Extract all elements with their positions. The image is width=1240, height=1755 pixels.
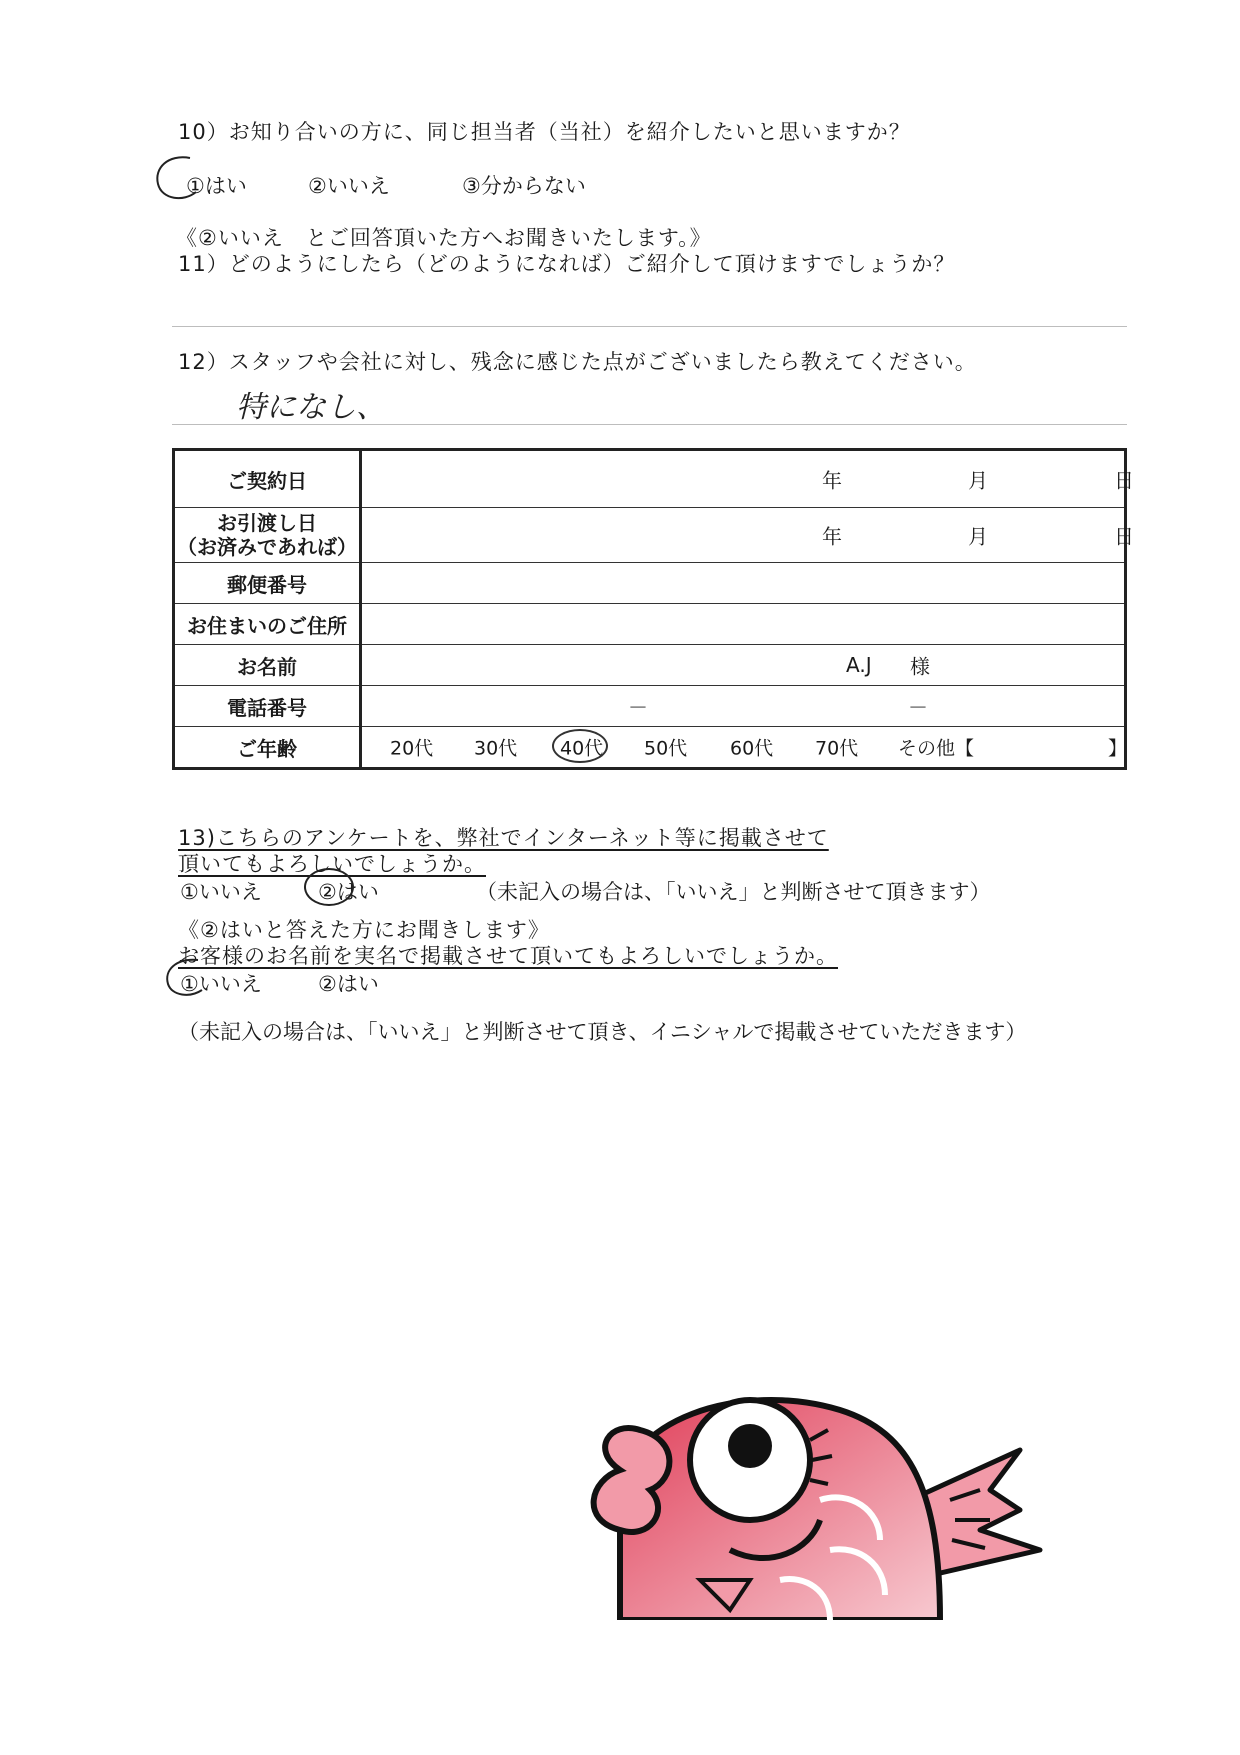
q12-answer-line xyxy=(172,424,1127,425)
honorific-label: 様 xyxy=(910,654,930,679)
day-label: 日 xyxy=(1114,468,1134,493)
q12-handwritten-answer[interactable]: 特になし、 xyxy=(236,390,386,425)
q13-followup-question: お客様のお名前を実名で掲載させて頂いてもよろしいでしょうか。 xyxy=(178,944,838,968)
q13-note: （未記入の場合は、「いいえ」と判断させて頂きます） xyxy=(476,880,991,904)
address-field[interactable] xyxy=(361,604,1126,645)
fish-mascot-illustration xyxy=(580,1380,1060,1620)
q11-answer-line xyxy=(172,326,1127,327)
age-option-50s[interactable]: 50代 xyxy=(644,737,688,760)
q13-followup-heading: 《②はいと答えた方にお聞きします》 xyxy=(178,918,550,942)
q13-followup-option-no[interactable]: ①いいえ xyxy=(180,972,262,996)
name-label: お名前 xyxy=(174,645,361,686)
age-field[interactable] xyxy=(361,727,1126,769)
day-label: 日 xyxy=(1114,524,1134,549)
name-field[interactable] xyxy=(361,645,1126,686)
age-option-30s[interactable]: 30代 xyxy=(474,737,518,760)
age-label: ご年齢 xyxy=(174,727,361,769)
month-label: 月 xyxy=(968,468,988,493)
q12-question: 12）スタッフや会社に対し、残念に感じた点がございましたら教えてください。 xyxy=(178,350,977,374)
q10-option-no[interactable]: ②いいえ xyxy=(308,174,390,198)
handover-label-line1: お引渡し日 xyxy=(217,511,317,535)
handover-date-label xyxy=(174,508,361,563)
phone-dash-1: － xyxy=(628,695,648,720)
q10-circle-mark xyxy=(150,152,212,206)
q13-followup-note: （未記入の場合は、「いいえ」と判断させて頂き、イニシャルで掲載させていただきます） xyxy=(178,1020,1027,1044)
q13-question-line2: 頂いてもよろしいでしょうか。 xyxy=(178,852,486,876)
q13-option-no[interactable]: ①いいえ xyxy=(180,880,262,904)
q10-option-yes[interactable]: ①はい xyxy=(186,174,247,198)
q11-question: 11）どのようにしたら（どのようになれば）ご紹介して頂けますでしょうか？ xyxy=(178,252,956,276)
address-label: お住まいのご住所 xyxy=(174,604,361,645)
age-option-40s[interactable]: 40代 xyxy=(560,737,604,760)
year-label: 年 xyxy=(822,468,842,493)
age-40s-circle-mark xyxy=(552,729,608,763)
q13-followup-circle-mark xyxy=(160,956,220,1000)
month-label: 月 xyxy=(968,524,988,549)
q13-question-line1: 13)こちらのアンケートを、弊社でインターネット等に掲載させて xyxy=(178,826,829,850)
contract-date-field[interactable] xyxy=(361,450,1134,508)
phone-field[interactable] xyxy=(361,686,1126,727)
q11-note: 《②いいえ とご回答頂いた方へお聞きいたします。》 xyxy=(176,226,712,250)
contract-date-label: ご契約日 xyxy=(174,450,361,508)
handover-date-field[interactable] xyxy=(361,508,1134,563)
year-label: 年 xyxy=(822,524,842,549)
age-option-other[interactable]: その他【 xyxy=(898,737,975,760)
customer-info-table xyxy=(172,448,1134,770)
age-option-70s[interactable]: 70代 xyxy=(815,737,859,760)
q10-option-unknown[interactable]: ③分からない xyxy=(462,174,586,198)
q10-question: 10）お知り合いの方に、同じ担当者（当社）を紹介したいと思いますか？ xyxy=(178,120,911,144)
name-value: A.J xyxy=(846,653,872,677)
phone-label: 電話番号 xyxy=(174,686,361,727)
phone-dash-2: － xyxy=(908,695,928,720)
q13-option-yes[interactable]: ②はい xyxy=(318,880,379,904)
age-option-60s[interactable]: 60代 xyxy=(730,737,774,760)
q13-yes-circle-mark xyxy=(304,868,354,906)
age-other-close-bracket: 】 xyxy=(1108,737,1128,760)
age-option-20s[interactable]: 20代 xyxy=(390,737,434,760)
postal-code-label: 郵便番号 xyxy=(174,563,361,604)
q13-followup-option-yes[interactable]: ②はい xyxy=(318,972,379,996)
postal-code-field[interactable] xyxy=(361,563,1126,604)
handover-label-line2: （お済みであれば） xyxy=(177,535,357,559)
